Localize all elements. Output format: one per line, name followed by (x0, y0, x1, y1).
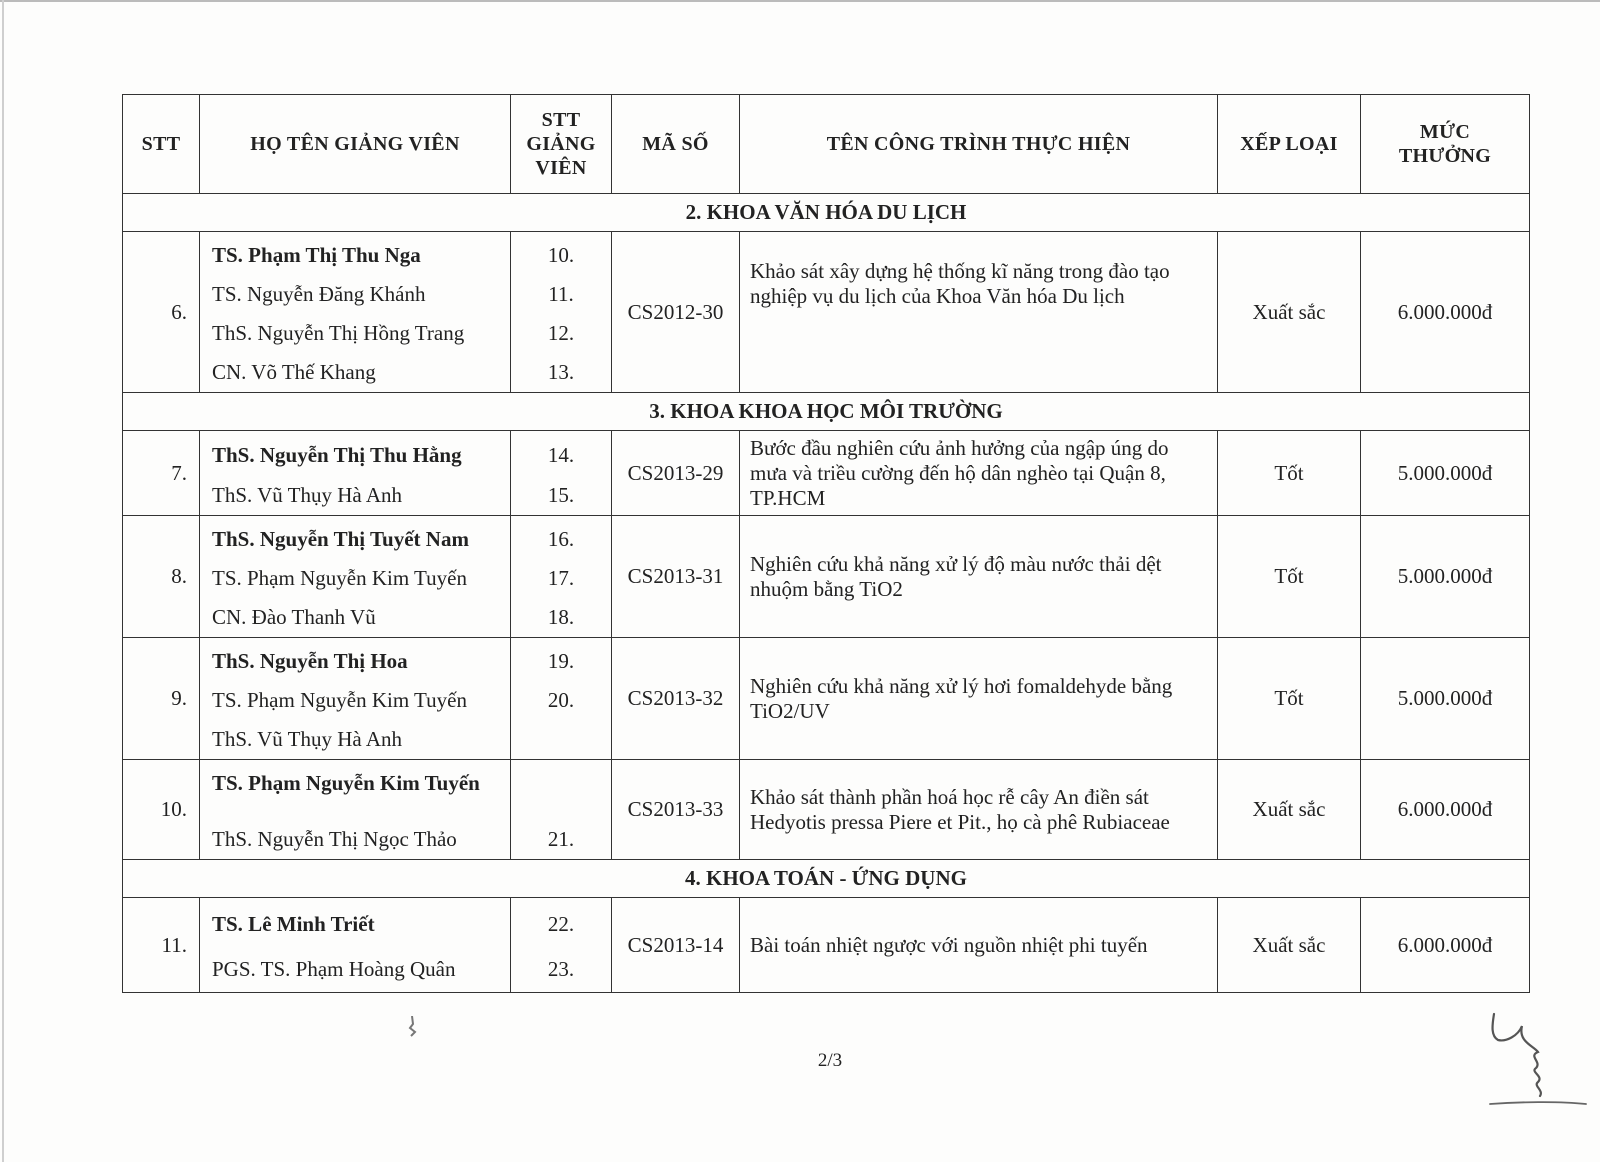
lecturer-number: 13. (547, 360, 575, 384)
signature-icon (1488, 1012, 1588, 1107)
lecturer-name: PGS. TS. Phạm Hoàng Quân (212, 957, 456, 981)
section-title: 2. KHOA VĂN HÓA DU LỊCH (123, 194, 1530, 232)
table-row (123, 516, 1530, 638)
lecturer-number: 21. (547, 827, 575, 851)
row-title: Khảo sát xây dựng hệ thống kĩ năng trong đào tạo nghiệp vụ du lịch của Khoa Văn hóa Du lịch (740, 232, 1218, 393)
row-lecturers (200, 898, 511, 993)
row-title: Khảo sát thành phần hoá học rễ cây An điền sát Hedyotis pressa Piere et Pit., họ cà phê Rubiaceae (740, 760, 1218, 860)
lecturer-number: 11. (548, 282, 574, 306)
row-title: Bước đầu nghiên cứu ảnh hưởng của ngập úng do mưa và triều cường đến hộ dân nghèo tại Quận 8, TP.HCM (740, 431, 1218, 516)
row-lecturers (200, 431, 511, 516)
section-row (123, 194, 1530, 232)
initial-signature (1488, 1012, 1588, 1112)
row-code: CS2013-14 (612, 898, 740, 993)
section-row (123, 860, 1530, 898)
lecturer-name: ThS. Nguyễn Thị Tuyết Nam (212, 527, 469, 551)
row-grade: Xuất sắc (1218, 898, 1361, 993)
section-title: 3. KHOA KHOA HỌC MÔI TRƯỜNG (123, 393, 1530, 431)
row-lecturers (200, 232, 511, 393)
row-reward: 6.000.000đ (1361, 232, 1530, 393)
lecturer-number: 23. (547, 957, 575, 981)
lecturer-number: 19. (547, 649, 575, 673)
header-grade: XẾP LOẠI (1218, 95, 1361, 194)
header-reward (1361, 95, 1530, 194)
row-code: CS2013-29 (612, 431, 740, 516)
scan-mark-icon (404, 1016, 420, 1038)
table-row (123, 898, 1530, 993)
row-stt: 7. (123, 431, 200, 516)
row-title: Bài toán nhiệt ngược với nguồn nhiệt phi tuyến (740, 898, 1218, 993)
lecturer-name: TS. Phạm Nguyễn Kim Tuyến (212, 566, 467, 590)
row-reward: 6.000.000đ (1361, 760, 1530, 860)
lecturer-name: TS. Phạm Nguyễn Kim Tuyến (212, 688, 467, 712)
scan-edge-top (0, 0, 1600, 2)
award-table (122, 94, 1530, 993)
lecturer-name: ThS. Vũ Thụy Hà Anh (212, 483, 402, 507)
row-grade: Tốt (1218, 516, 1361, 638)
row-title: Nghiên cứu khả năng xử lý độ màu nước thải dệt nhuộm bằng TiO2 (740, 516, 1218, 638)
lecturer-name: TS. Phạm Nguyễn Kim Tuyến (212, 771, 480, 795)
lecturer-number (511, 764, 611, 820)
row-title: Nghiên cứu khả năng xử lý hơi fomaldehyde bằng TiO2/UV (740, 638, 1218, 760)
header-reward-l1: MỨC (1419, 121, 1471, 143)
row-stt: 9. (123, 638, 200, 760)
lecturer-name: CN. Đào Thanh Vũ (212, 605, 376, 629)
lecturer-name: ThS. Nguyễn Thị Thu Hằng (212, 443, 462, 467)
page-number: 2/3 (817, 1050, 843, 1071)
row-grade: Xuất sắc (1218, 232, 1361, 393)
row-lecturer-numbers (511, 431, 612, 516)
header-row (123, 95, 1530, 194)
lecturer-name: ThS. Vũ Thụy Hà Anh (212, 727, 402, 751)
lecturer-name: ThS. Nguyễn Thị Ngọc Thảo (212, 827, 457, 851)
lecturer-number: 17. (547, 566, 575, 590)
table-row (123, 638, 1530, 760)
header-name: HỌ TÊN GIẢNG VIÊN (200, 95, 511, 194)
lecturer-number: 16. (547, 527, 575, 551)
table-row (123, 760, 1530, 860)
lecturer-number: 22. (547, 912, 575, 936)
lecturer-number: 20. (547, 688, 575, 712)
header-title: TÊN CÔNG TRÌNH THỰC HIỆN (740, 95, 1218, 194)
row-stt: 11. (123, 898, 200, 993)
header-lecturer-no-l1: STT (541, 109, 581, 131)
scan-mark (404, 1016, 420, 1043)
header-code: MÃ SỐ (612, 95, 740, 194)
lecturer-name: ThS. Nguyễn Thị Hồng Trang (212, 321, 465, 345)
row-code: CS2012-30 (612, 232, 740, 393)
lecturer-name: ThS. Nguyễn Thị Hoa (212, 649, 408, 673)
lecturer-name: TS. Phạm Thị Thu Nga (212, 243, 421, 267)
row-code: CS2013-31 (612, 516, 740, 638)
row-reward: 5.000.000đ (1361, 638, 1530, 760)
row-code: CS2013-33 (612, 760, 740, 860)
row-stt: 8. (123, 516, 200, 638)
table-row (123, 232, 1530, 393)
section-title: 4. KHOA TOÁN - ỨNG DỤNG (123, 860, 1530, 898)
lecturer-name: CN. Võ Thế Khang (212, 360, 376, 384)
row-lecturers (200, 638, 511, 760)
lecturer-number: 12. (547, 321, 575, 345)
section-row (123, 393, 1530, 431)
table-row (123, 431, 1530, 516)
row-reward: 5.000.000đ (1361, 516, 1530, 638)
lecturer-number: 10. (547, 243, 575, 267)
lecturer-number: 15. (547, 483, 575, 507)
row-lecturer-numbers (511, 898, 612, 993)
row-grade: Xuất sắc (1218, 760, 1361, 860)
row-code: CS2013-32 (612, 638, 740, 760)
row-reward: 5.000.000đ (1361, 431, 1530, 516)
row-reward: 6.000.000đ (1361, 898, 1530, 993)
row-lecturers (200, 516, 511, 638)
lecturer-name: TS. Nguyễn Đăng Khánh (212, 282, 426, 306)
header-lecturer-no (511, 95, 612, 194)
lecturer-number (511, 720, 611, 759)
row-lecturer-numbers (511, 760, 612, 860)
header-lecturer-no-l3: VIÊN (535, 157, 587, 179)
row-lecturer-numbers (511, 638, 612, 760)
row-grade: Tốt (1218, 431, 1361, 516)
header-reward-l2: THƯỞNG (1398, 145, 1492, 167)
lecturer-number: 18. (547, 605, 575, 629)
row-lecturers (200, 760, 511, 860)
row-lecturer-numbers (511, 232, 612, 393)
row-lecturer-numbers (511, 516, 612, 638)
lecturer-number: 14. (547, 443, 575, 467)
row-stt: 6. (123, 232, 200, 393)
header-lecturer-no-l2: GIẢNG (526, 133, 596, 155)
row-grade: Tốt (1218, 638, 1361, 760)
header-stt: STT (123, 95, 200, 194)
row-stt: 10. (123, 760, 200, 860)
lecturer-name: TS. Lê Minh Triết (212, 912, 375, 936)
scan-edge-left (2, 0, 4, 1162)
